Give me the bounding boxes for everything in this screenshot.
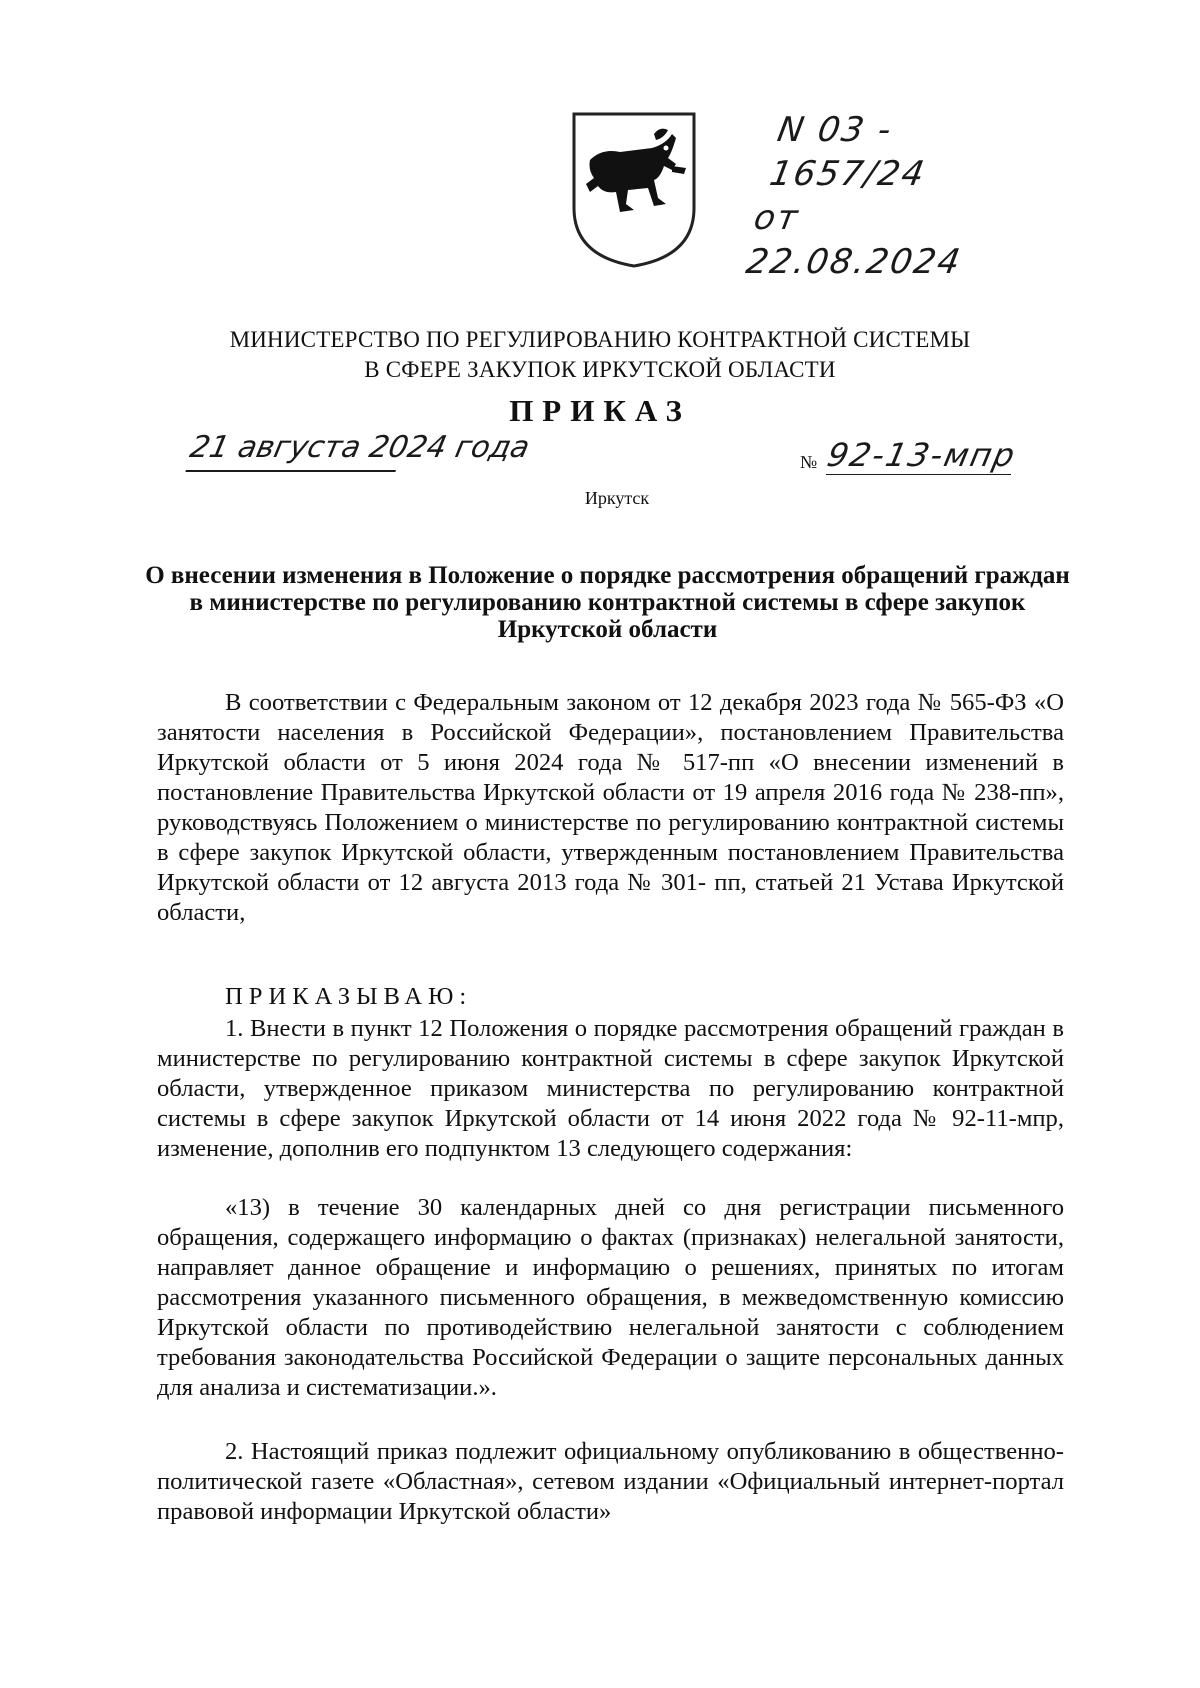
- order-date: [182, 430, 555, 490]
- item-1-paragraph: [157, 1014, 1064, 1164]
- ministry-name-line1: МИНИСТЕРСТВО ПО РЕГУЛИРОВАНИЮ КОНТРАКТНОЙ СИСТЕМЫ: [229, 327, 971, 352]
- document-type-title: ПРИКАЗ: [509, 393, 691, 428]
- order-city: Иркутск: [584, 488, 650, 508]
- preamble-text: В соответствии с Федеральным законом от 12 декабря 2023 года № 565-ФЗ «О занятости населения в Российской Федерации», постановлением Правительства Иркутской области от 5 июня 2024 года № 517-пп «О внесении изменений в постановление Правительства Иркутской области от 19 апреля 2016 года № 238-пп», руководствуясь Положением о министерстве по регулированию контрактной системы в сфере закупок Иркутской области, утвержденным постановлением Правительства Иркутской области от 12 августа 2013 года № 301- пп, статьей 21 Устава Иркутской области,: [157, 689, 1064, 926]
- item-1-text: 1. Внести в пункт 12 Положения о порядке рассмотрения обращений граждан в министерстве по регулированию контрактной системы в сфере закупок Иркутской области, утвержденное приказом министерства по регулированию контрактной системы в сфере закупок Иркутской области от 14 июня 2022 года № 92-11-мпр, изменение, дополнив его подпунктом 13 следующего содержания:: [157, 1015, 1064, 1162]
- order-number: 92-13-мпр: [823, 436, 1020, 474]
- number-sign: №: [800, 452, 818, 472]
- date-underline: [185, 470, 395, 472]
- coat-of-arms-emblem: [568, 108, 700, 270]
- ministry-header: [0, 325, 1200, 385]
- item-2-paragraph: [157, 1437, 1064, 1527]
- item-1-subpoint-13: [157, 1193, 1064, 1403]
- order-number-field: [800, 436, 1040, 496]
- order-word: ПРИКАЗЫВАЮ:: [225, 983, 473, 1010]
- registration-stamp: [743, 108, 1034, 282]
- subpoint-13-text: «13) в течение 30 календарных дней со дня регистрации письменного обращения, содержащего информацию о фактах (признаках) нелегальной занятости, направляет данное обращение и информацию о решениях, принятых по итогам рассмотрения указанного письменного обращения, в межведомственную комиссию Иркутской области по противодействию нелегальной занятости с соблюдением требования законодательства Российской Федерации о защите персональных данных для анализа и систематизации.».: [157, 1194, 1064, 1401]
- item-2-text: 2. Настоящий приказ подлежит официальному опубликованию в общественно-политической газете «Областная», сетевом издании «Официальный интернет-портал правовой информации Иркутской области»: [157, 1438, 1064, 1525]
- order-date-text: 21 августа 2024 года: [186, 430, 533, 465]
- order-subject: О внесении изменения в Положение о порядке рассмотрения обращений граждан в министерстве по регулированию контрактной системы в сфере закупок Иркутской области: [145, 562, 1070, 643]
- preamble-paragraph: [157, 688, 1064, 928]
- number-underline: [826, 474, 1011, 475]
- registration-date: от 22.08.2024: [743, 198, 965, 282]
- registration-number: N 03 - 1657/24: [766, 110, 929, 194]
- ministry-name-line2: В СФЕРЕ ЗАКУПОК ИРКУТСКОЙ ОБЛАСТИ: [364, 357, 836, 382]
